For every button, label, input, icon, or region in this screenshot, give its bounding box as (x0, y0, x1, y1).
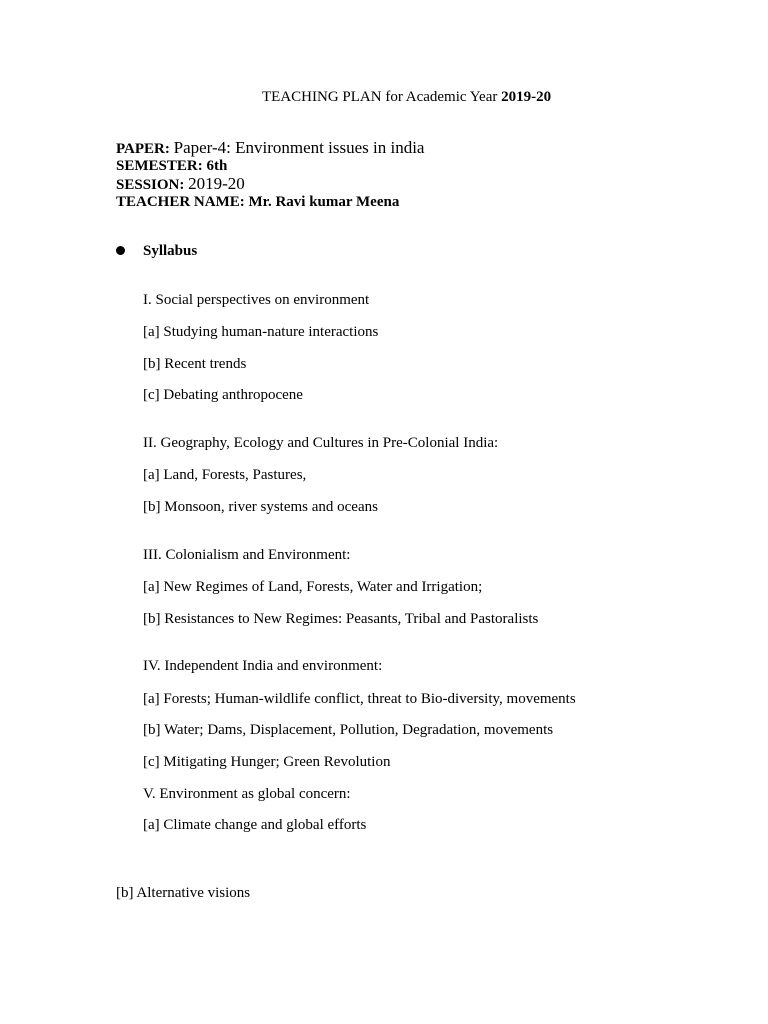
syllabus-line: II. Geography, Ecology and Cultures in Pre-Colonial India: (143, 435, 499, 451)
page-title (262, 88, 551, 106)
syllabus-line: [b] Recent trends (143, 356, 247, 372)
syllabus-line: [c] Mitigating Hunger; Green Revolution (143, 754, 391, 770)
semester-value: 6th (206, 158, 228, 174)
syllabus-line: [b] Resistances to New Regimes: Peasants, Tribal and Pastoralists (143, 611, 539, 627)
session-label: SESSION: (116, 177, 185, 193)
session-value: 2019-20 (188, 174, 245, 193)
syllabus-heading: Syllabus (143, 243, 198, 259)
syllabus-line: [a] Land, Forests, Pastures, (143, 467, 307, 483)
trailing-line: [b] Alternative visions (116, 885, 251, 901)
syllabus-line: V. Environment as global concern: (143, 786, 351, 802)
teacher-label: TEACHER NAME: (116, 194, 245, 210)
syllabus-line: [a] Forests; Human-wildlife conflict, threat to Bio-diversity, movements (143, 691, 576, 707)
paper-value: Paper-4: Environment issues in india (173, 138, 425, 157)
syllabus-line: [c] Debating anthropocene (143, 387, 303, 403)
teacher-value: Mr. Ravi kumar Meena (248, 194, 400, 210)
title-year: 2019-20 (501, 89, 552, 105)
syllabus-line: [a] Studying human-nature interactions (143, 324, 379, 340)
bullet-icon (116, 246, 125, 255)
semester-label: SEMESTER: (116, 158, 203, 174)
teacher-line (116, 193, 399, 211)
paper-line (116, 139, 424, 158)
syllabus-line: [a] New Regimes of Land, Forests, Water and Irrigation; (143, 579, 483, 595)
syllabus-line: [b] Monsoon, river systems and oceans (143, 499, 378, 515)
syllabus-line: III. Colonialism and Environment: (143, 547, 351, 563)
syllabus-line: I. Social perspectives on environment (143, 292, 370, 308)
session-line (116, 175, 245, 194)
semester-line (116, 157, 227, 175)
syllabus-line: [b] Water; Dams, Displacement, Pollution, Degradation, movements (143, 722, 554, 738)
title-prefix: TEACHING PLAN for Academic Year (262, 89, 502, 105)
syllabus-line: IV. Independent India and environment: (143, 658, 383, 674)
paper-label: PAPER: (116, 141, 170, 157)
syllabus-line: [a] Climate change and global efforts (143, 817, 367, 833)
